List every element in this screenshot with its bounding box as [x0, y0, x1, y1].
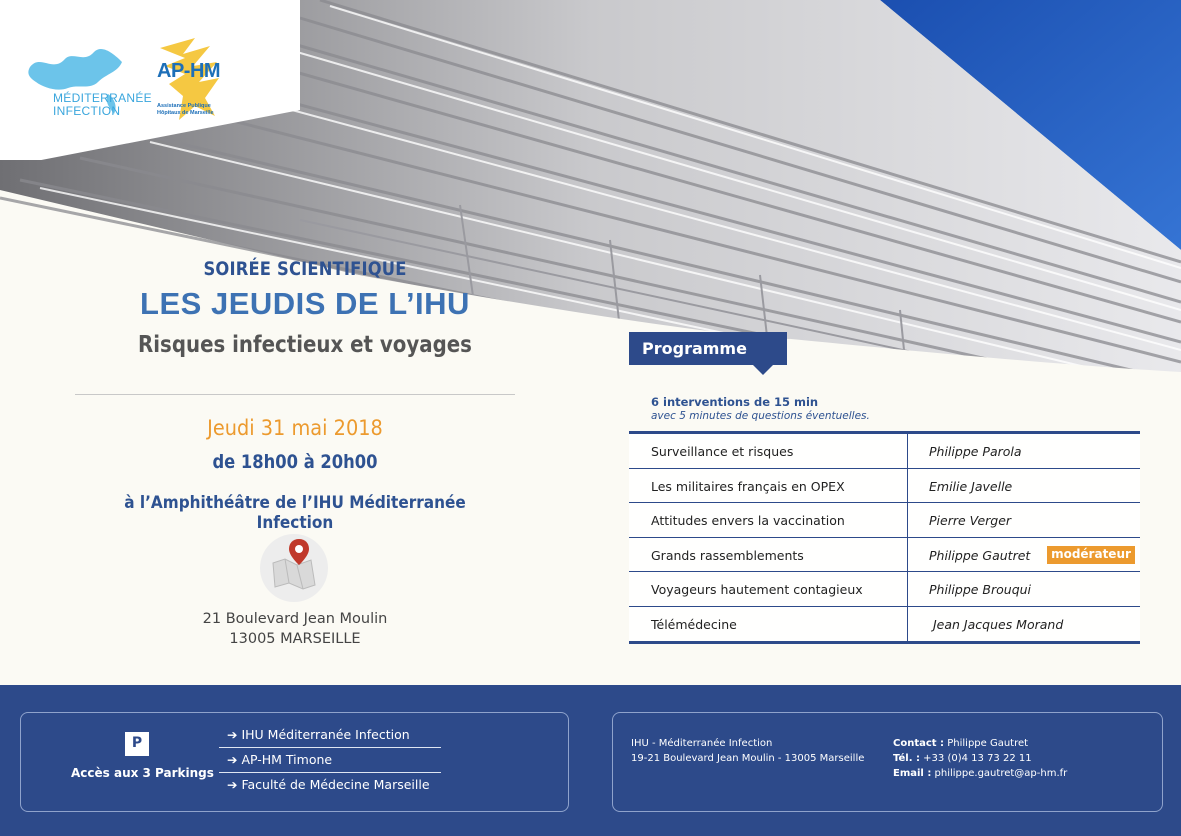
event-date: Jeudi 31 mai 2018 [207, 416, 383, 440]
talk-topic: Les militaires français en OPEX [651, 478, 845, 494]
programme-table [629, 431, 1140, 644]
moderator-badge: modérateur [1047, 546, 1135, 564]
talk-topic: Attitudes envers la vaccination [651, 513, 845, 528]
table-row [629, 607, 1140, 642]
event-address [150, 609, 440, 649]
ihu-name: IHU - Méditerranée Infection [631, 738, 773, 749]
programme-intro [651, 395, 870, 422]
parking-box [20, 712, 569, 812]
column-divider [907, 572, 908, 606]
contact-box [612, 712, 1163, 812]
talk-speaker: Jean Jacques Morand [933, 616, 1064, 632]
mediterranee-line1: MÉDITERRANÉE [53, 91, 152, 105]
title-divider [75, 394, 515, 395]
talk-speaker: Pierre Verger [929, 513, 1012, 528]
talk-speaker: Philippe Brouqui [929, 582, 1032, 597]
parking-link-label: AP-HM Timone [241, 752, 333, 767]
table-row [629, 434, 1140, 469]
talk-topic: Télémédecine [651, 616, 737, 632]
aphm-tagline: Assistance Publique Hôpitaux de Marseille [157, 103, 214, 116]
mediterranee-logo-text [53, 92, 152, 118]
address-line2: 13005 MARSEILLE [229, 631, 361, 647]
talk-topic: Voyageurs hautement contagieux [651, 582, 863, 597]
event-theme: Risques infectieux et voyages [138, 332, 472, 358]
event-hours: de 18h00 à 20h00 [212, 451, 378, 473]
programme-heading: Programme [629, 332, 787, 365]
table-row [629, 538, 1140, 573]
contact-phone[interactable]: +33 (0)4 13 73 22 11 [923, 753, 1032, 764]
footer [0, 685, 1181, 836]
parking-link-timone[interactable]: ➔ AP-HM Timone [219, 748, 441, 773]
ihu-address: 19-21 Boulevard Jean Moulin - 13005 Marseille [631, 753, 865, 764]
programme-intro-line2: avec 5 minutes de questions éventuelles. [651, 410, 870, 422]
talk-speaker: Philippe Gautret [929, 547, 1031, 563]
parking-icon: P [125, 732, 149, 756]
table-row [629, 572, 1140, 607]
parking-link-label: IHU Méditerranée Infection [241, 727, 410, 742]
contact-name: Philippe Gautret [947, 738, 1029, 749]
contact-info [893, 736, 1067, 781]
column-divider [907, 469, 908, 503]
event-title: LES JEUDIS DE L’IHU [140, 286, 470, 321]
contact-label: Contact : [893, 738, 945, 749]
event-place: à l’Amphithéâtre de l’IHU Méditerranée Infection [124, 493, 466, 533]
column-divider [907, 607, 908, 642]
tel-label: Tél. : [893, 753, 920, 764]
column-divider [907, 538, 908, 572]
event-title-block [70, 258, 540, 358]
table-row [629, 469, 1140, 504]
talk-topic: Surveillance et risques [651, 444, 794, 459]
column-divider [907, 503, 908, 537]
ihu-info [631, 736, 864, 766]
contact-email[interactable]: philippe.gautret@ap-hm.fr [934, 768, 1068, 779]
table-row [629, 503, 1140, 538]
logo-area [0, 0, 300, 160]
parking-link-ihu[interactable]: ➔ IHU Méditerranée Infection [219, 723, 441, 748]
parking-link-faculte[interactable]: ➔ Faculté de Médecine Marseille [227, 777, 430, 792]
parking-label: Accès aux 3 Parkings [71, 766, 214, 780]
address-line1: 21 Boulevard Jean Moulin [202, 611, 388, 627]
mediterranee-line2: INFECTION [53, 104, 121, 118]
aphm-logo-text: AP-HM [157, 60, 221, 82]
column-divider [907, 434, 908, 468]
talk-topic: Grands rassemblements [651, 547, 804, 563]
map-pin-icon [259, 533, 329, 603]
email-label: Email : [893, 768, 932, 779]
talk-speaker: Philippe Parola [929, 444, 1022, 459]
event-subtitle: SOIRÉE SCIENTIFIQUE [203, 258, 407, 280]
parking-link-label: Faculté de Médecine Marseille [241, 777, 430, 792]
programme-intro-line1: 6 interventions de 15 min [651, 395, 819, 409]
talk-speaker: Emilie Javelle [929, 478, 1013, 494]
